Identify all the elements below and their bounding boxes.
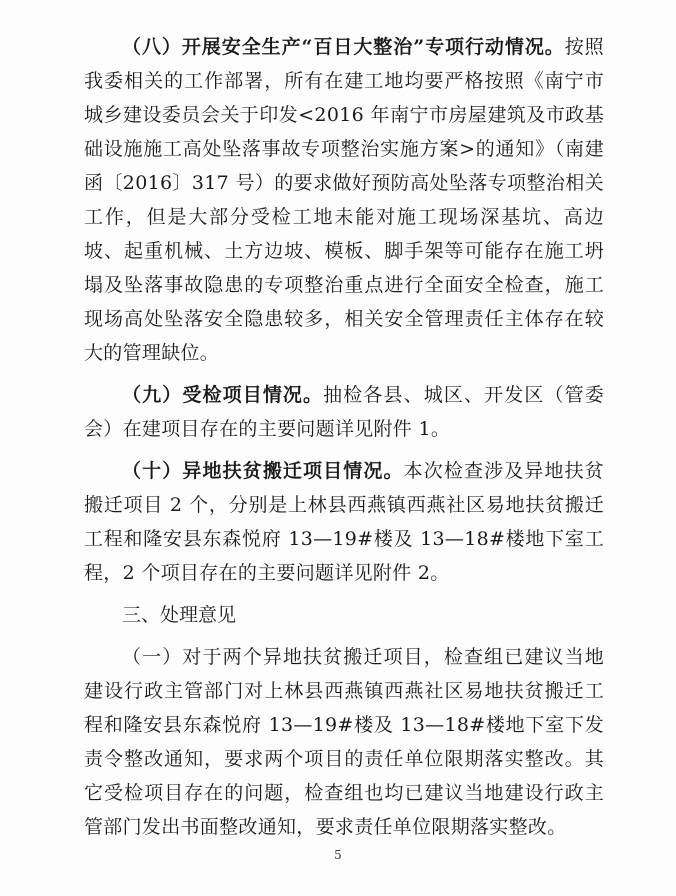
document-body [84, 30, 604, 852]
paragraph-section-9 [84, 378, 604, 446]
section-10-lead: （十）异地扶贫搬迁项目情况。 [122, 460, 404, 482]
paragraph-opinion-1: （一）对于两个异地扶贫搬迁项目，检查组已建议当地建设行政主管部门对上林县西燕镇西燕社区易地扶贫搬迁工程和隆安县东森悦府 13—19#楼及 13—18#楼地下室下发责令整改通知，要求两个项目的责任单位限期落实整改。其它受检项目存在的问题，检查组也均已建议当地建设行政主管部门发出书面整改通知，要求责任单位限期落实整改。 [84, 646, 604, 838]
section-9-body: 抽检各县、城区、开发区（管委会）在建项目存在的主要问题详见附件 1。 [84, 384, 604, 440]
paragraph-section-8 [84, 30, 604, 370]
section-8-body: 按照我委相关的工作部署，所有在建工地均要严格按照《南宁市城乡建设委员会关于印发<2016 年南宁市房屋建筑及市政基础设施施工高处坠落事故专项整治实施方案>的通知》（南建函〔2016〕317 号）的要求做好预防高处坠落专项整治相关工作，但是大部分受检工地未能对施工现场深基坑、高边坡、起重机械、土方边坡、模板、脚手架等可能存在施工坍塌及坠落事故隐患的专项整治重点进行全面安全检查，施工现场高处坠落安全隐患较多，相关安全管理责任主体存在较大的管理缺位。 [84, 36, 604, 364]
section-8-lead: （八）开展安全生产“百日大整治”专项行动情况。 [122, 36, 565, 58]
section-9-lead: （九）受检项目情况。 [122, 384, 324, 406]
page-number: 5 [334, 848, 342, 862]
heading-opinions: 三、处理意见 [122, 604, 237, 626]
section-10-body: 本次检查涉及异地扶贫搬迁项目 2 个，分别是上林县西燕镇西燕社区易地扶贫搬迁工程和隆安县东森悦府 13—19#楼及 13—18#楼地下室工程，2 个项目存在的主要问题详见附件 2。 [84, 460, 604, 584]
paragraph-section-10 [84, 454, 604, 590]
